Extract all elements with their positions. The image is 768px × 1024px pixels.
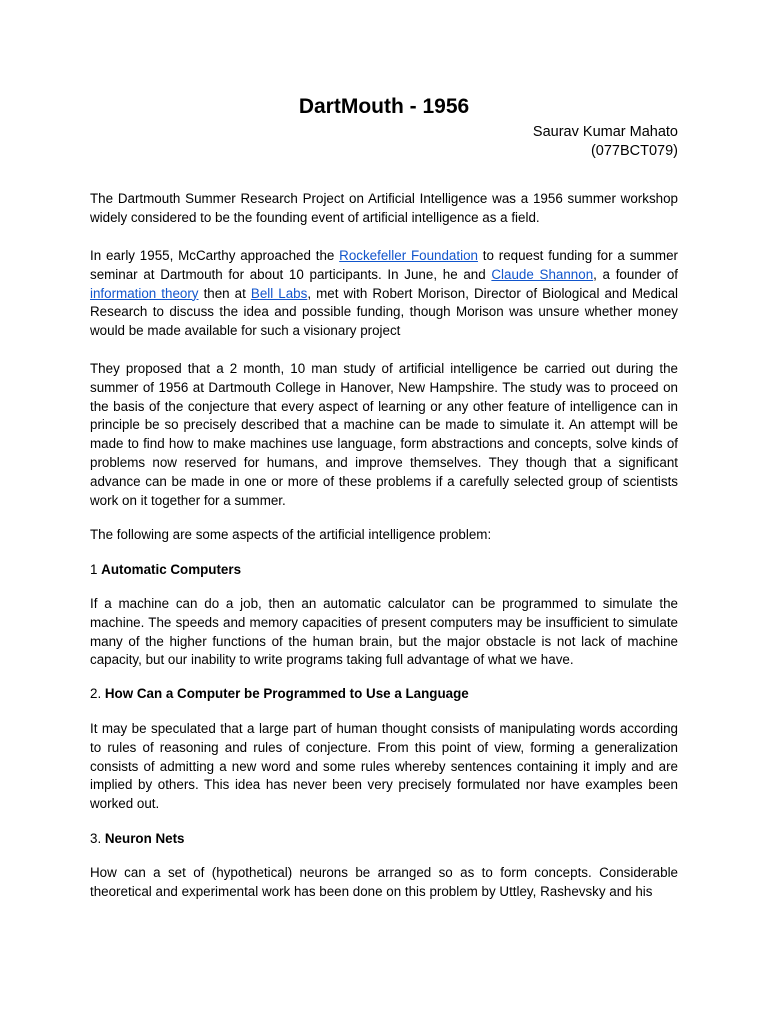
section-heading	[90, 685, 678, 704]
funding-text-2: to request funding for a summer seminar at Dartmouth for about 10 participants. In June, he and	[90, 248, 678, 282]
section-paragraph: How can a set of (hypothetical) neurons be arranged so as to form concepts. Considerable theoretical and experimental work has been done on this problem by Uttley, Rashevsky and his	[90, 865, 678, 899]
section-paragraph: It may be speculated that a large part of human thought consists of manipulating words according to rules of reasoning and rules of conjecture. From this point of view, forming a generalization consists of admitting a new word and some rules whereby sentences containing it imply and are implied by others. This idea has never been very precisely formulated nor have examples been worked out.	[90, 721, 678, 812]
section-heading	[90, 561, 678, 580]
author-name: Saurav Kumar Mahato	[532, 124, 678, 140]
aspects-intro-paragraph: The following are some aspects of the artificial intelligence problem:	[90, 527, 492, 542]
claude-shannon-link[interactable]: Claude Shannon	[491, 266, 594, 282]
section-number: 1	[90, 562, 102, 577]
bell-labs-link[interactable]: Bell Labs	[250, 285, 308, 301]
section-number: 2.	[90, 686, 105, 701]
section-paragraph: If a machine can do a job, then an automatic calculator can be programmed to simulate the machine. The speeds and memory capacities of present computers may be insufficient to simulate many of the higher functions of the human brain, but the major obstacle is not lack of machine capacity, but our inability to write programs taking full advantage of what we have.	[90, 596, 678, 668]
rockefeller-foundation-link[interactable]: Rockefeller Foundation	[339, 248, 478, 263]
funding-text-4: then at	[198, 285, 251, 301]
section-title: Neuron Nets	[104, 831, 185, 846]
funding-text-1: In early 1955, McCarthy approached the	[90, 248, 340, 263]
funding-paragraph	[90, 247, 678, 341]
author-id: (077BCT079)	[590, 143, 678, 159]
section-number: 3.	[90, 831, 105, 846]
intro-paragraph: The Dartmouth Summer Research Project on Artificial Intelligence was a 1956 summer workshop widely considered to be the founding event of artificial intelligence as a field.	[90, 191, 678, 225]
section-title: How Can a Computer be Programmed to Use a Language	[104, 686, 469, 701]
information-theory-link[interactable]: information theory	[90, 285, 199, 301]
document-title: DartMouth - 1956	[298, 95, 470, 118]
funding-text-5: , met with Robert Morison, Director of Biological and Medical Research to discuss the idea and possible funding, though Morison was unsure whether money would be made available for such a visionary project	[90, 285, 678, 339]
proposal-paragraph: They proposed that a 2 month, 10 man study of artificial intelligence be carried out during the summer of 1956 at Dartmouth College in Hanover, New Hampshire. The study was to proceed on the basis of the conjecture that every aspect of learning or any other feature of intelligence can in principle be so precisely described that a machine can be made to simulate it. An attempt will be made to find how to make machines use language, form abstractions and concepts, solve kinds of problems now reserved for humans, and improve themselves. They though that a significant advance can be made in one or more of these problems if a carefully selected group of scientists work on it together for a summer.	[90, 361, 678, 508]
section-heading	[90, 830, 678, 849]
section-title: Automatic Computers	[101, 562, 242, 577]
funding-text-3: , a founder of	[593, 266, 678, 282]
author-block	[90, 123, 678, 161]
